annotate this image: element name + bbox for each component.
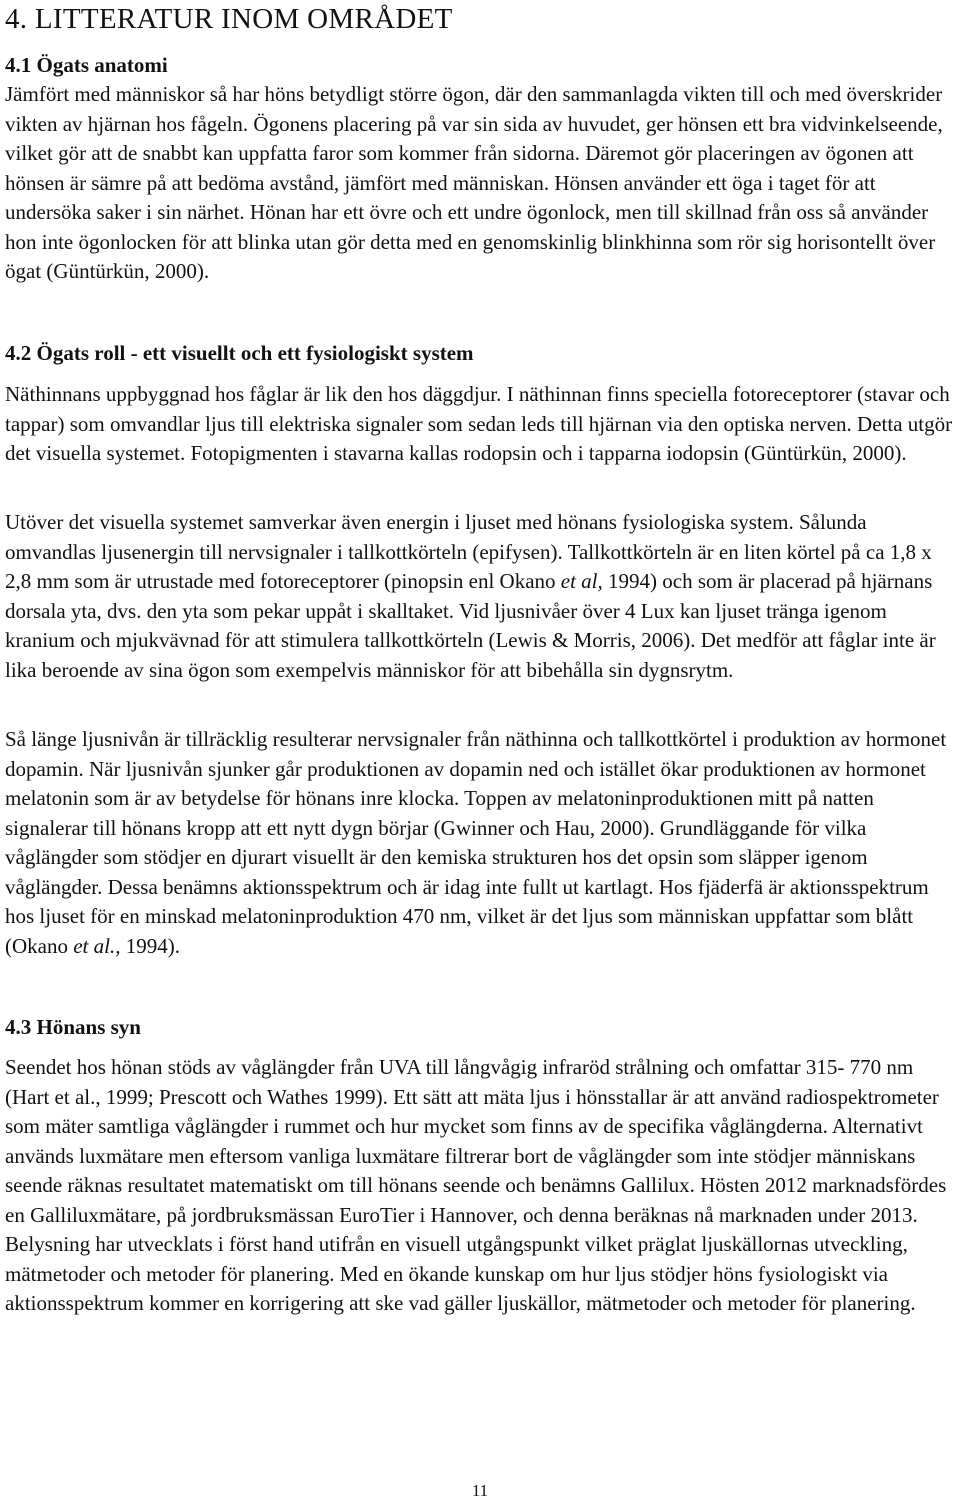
paragraph-melatonin-italic: et al., (73, 933, 121, 958)
paragraph-retina: Näthinnans uppbyggnad hos fåglar är lik den hos däggdjur. I näthinnan finns speciella fotoreceptorer (stavar och tappar) som omvandlar ljus till elektriska signaler som sedan leds till hjärnan via den optiska nerven. Detta utgör det visuella systemet. Fotopigmenten i stavarna kallas rodopsin och i tapparna iodopsin (Güntürkün, 2000). (5, 382, 953, 465)
paragraph-melatonin-text-b: 1994). (120, 933, 180, 958)
section-heading-4-1: 4.1 Ögats anatomi (5, 53, 168, 77)
paragraph-hen-vision: Seendet hos hönan stöds av våglängder från UVA till långvågig infraröd strålning och omfattar 315- 770 nm (Hart et al., 1999; Prescott och Wathes 1999). Ett sätt att mäta ljus i hönsstallar är att använd radiospektrometer som mäter samtliga våglängder i rummet och hur mycket som finns av de specifika våglängderna. Alternativt används luxmätare men eftersom vanliga luxmätare filtrerar bort de våglängder som inte stödjer människans seende räknas resultatet matematiskt om till hönans seende och benämns Gallilux. Hösten 2012 marknadsfördes en Galliluxmätare, på jordbruksmässan EuroTier i Hannover, och denna beräknas nå marknaden under 2013. Belysning har utvecklats i först hand utifrån en visuell utgångspunkt vilket präglat ljuskällornas utveckling, mätmetoder och metoder för planering. Med en ökande kunskap om hur ljus stödjer höns fysiologiskt via aktionsspektrum kommer en korrigering att ske vad gäller ljuskällor, mätmetoder och metoder för planering. (5, 1055, 947, 1315)
paragraph-pineal (5, 508, 957, 685)
section-heading-4-3: 4.3 Hönans syn (5, 1015, 141, 1039)
paragraph-melatonin (5, 725, 957, 961)
paragraph-anatomy: Jämfört med människor så har höns betydligt större ögon, där den sammanlagda vikten till och med överskrider vikten av hjärnan hos fågeln. Ögonens placering på var sin sida av huvudet, ger hönsen ett bra vidvinkelseende, vilket gör att de snabbt kan uppfatta faror som kommer från sidorna. Däremot gör placeringen av ögonen att hönsen är sämre på att bedöma avstånd, jämfört med människan. Hönsen använder ett öga i taget för att undersöka saker i sin närhet. Hönan har ett övre och ett undre ögonlock, men till skillnad från oss så använder hon inte ögonlocken för att blinka utan gör detta med en genomskinlig blinkhinna som rör sig horisontellt över ögat (Güntürkün, 2000). (5, 82, 943, 283)
paragraph-pineal-italic: et al, (560, 569, 603, 593)
section-heading-4-2: 4.2 Ögats roll - ett visuellt och ett fysiologiskt system (5, 341, 474, 365)
page-number: 11 (471, 1481, 489, 1500)
paragraph-pineal-text-a: Utöver det visuella systemet samverkar även energin i ljuset med hönans fysiologiska system. Sålunda omvandlas ljusenergin till nervsignaler i tallkottkörteln (epifysen). Tallkottkörteln är en liten körtel på ca 1,8 x 2,8 mm som är utrustade med fotoreceptorer (pinopsin enl Okano (5, 510, 932, 593)
paragraph-melatonin-text-a: Så länge ljusnivån är tillräcklig resulterar nervsignaler från näthinna och tallkottkörtel i produktion av hormonet dopamin. När ljusnivån sjunker går produktionen av dopamin ned och istället ökar produktionen av hormonet melatonin som är av betydelse för hönans inre klocka. Toppen av melatoninproduktionen mitt på natten signalerar till hönans kropp att ett nytt dygn börjar (Gwinner och Hau, 2000). Grundläggande för vilka våglängder som stödjer en djurart visuellt är den kemiska strukturen hos det opsin som släpper igenom våglängder. Dessa benämns aktionsspektrum och är idag inte fullt ut kartlagt. Hos fjäderfä är aktionsspektrum hos ljuset för en minskad melatoninproduktion 470 nm, vilket är det ljus som människan uppfattar som blått (Okano (5, 727, 947, 958)
chapter-title: 4. LITTERATUR INOM OMRÅDET (5, 3, 453, 35)
paragraph-pineal-text-b: 1994) och som är placerad på hjärnans dorsala yta, dvs. den yta som pekar uppåt i skalltaket. Vid ljusnivåer över 4 Lux kan ljuset tränga igenom kranium och mjukvävnad för att stimulera tallkottkörteln (Lewis & Morris, 2006). Det medför att fåglar inte är lika beroende av sina ögon som exempelvis människor för att bibehålla sin dygnsrytm. (5, 569, 936, 682)
